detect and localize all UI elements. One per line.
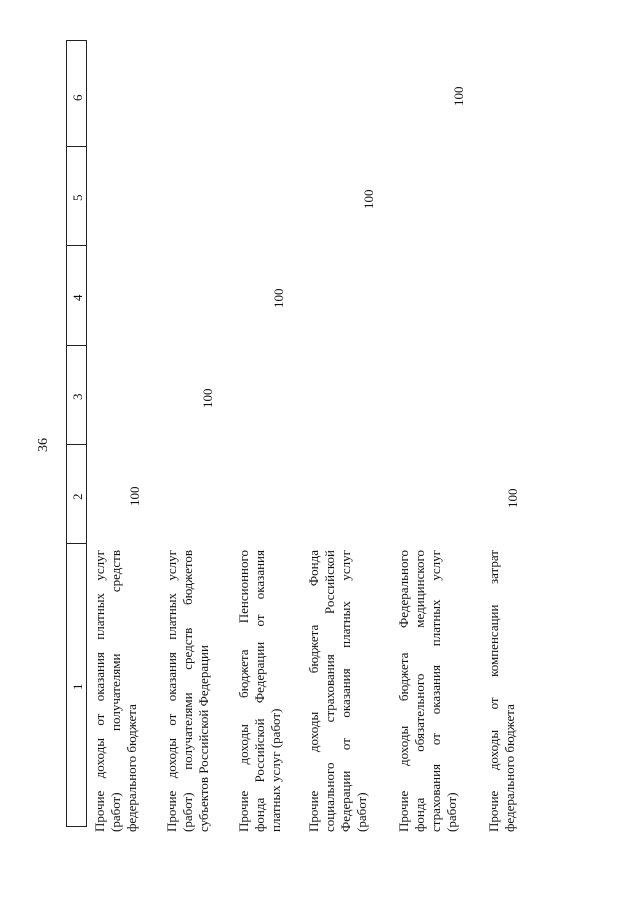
table-border-left bbox=[66, 40, 67, 827]
row-text-line: Прочие доходы от компенсации затрат bbox=[486, 550, 501, 832]
row-text-line: Прочие доходы бюджета Федерального bbox=[396, 550, 411, 832]
table-border-top bbox=[66, 40, 86, 41]
column-divider bbox=[66, 345, 86, 346]
row-text-line: (работ) получателями средств bbox=[108, 550, 123, 832]
column-divider bbox=[66, 245, 86, 246]
row-value: 100 bbox=[361, 189, 376, 209]
row-text-line: Прочие доходы от оказания платных услуг bbox=[164, 550, 179, 832]
table-row-label bbox=[164, 550, 212, 832]
row-text-line: страхования от оказания платных услуг bbox=[428, 550, 443, 832]
row-value: 100 bbox=[271, 288, 286, 308]
column-header-6: 6 bbox=[70, 94, 85, 101]
column-divider bbox=[66, 146, 86, 147]
row-value: 100 bbox=[451, 86, 466, 106]
column-divider bbox=[66, 444, 86, 445]
column-header-2: 2 bbox=[70, 493, 85, 500]
column-header-1: 1 bbox=[70, 683, 85, 690]
row-text-line: фонда Российской Федерации от оказания bbox=[252, 550, 267, 832]
table-border-bottom bbox=[66, 826, 86, 827]
row-text-line: Федерации от оказания платных услуг bbox=[338, 550, 353, 832]
table-row-label bbox=[236, 550, 284, 832]
table-border-right bbox=[86, 40, 87, 827]
row-value: 100 bbox=[505, 488, 520, 508]
page-number: 36 bbox=[36, 438, 51, 452]
row-text-line: Прочие доходы бюджета Фонда bbox=[306, 550, 321, 832]
row-text-line: Прочие доходы от оказания платных услуг bbox=[92, 550, 107, 832]
row-text-line: платных услуг (работ) bbox=[268, 708, 283, 832]
column-header-4: 4 bbox=[70, 294, 85, 301]
column-divider bbox=[66, 543, 86, 544]
row-text-line: Прочие доходы бюджета Пенсионного bbox=[236, 550, 251, 832]
table-row-label bbox=[306, 550, 370, 832]
column-header-3: 3 bbox=[70, 393, 85, 400]
row-value: 100 bbox=[127, 486, 142, 506]
column-header-5: 5 bbox=[70, 194, 85, 201]
table-row-label bbox=[486, 550, 518, 832]
row-text-line: федерального бюджета bbox=[124, 704, 139, 832]
row-text-line: фонда обязательного медицинского bbox=[412, 550, 427, 832]
table-row-label bbox=[396, 550, 460, 832]
row-text-line: социального страхования Российской bbox=[322, 550, 337, 832]
row-text-line: (работ) bbox=[444, 792, 459, 832]
row-value: 100 bbox=[200, 388, 215, 408]
row-text-line: субъектов Российской Федерации bbox=[196, 645, 211, 832]
table-row-label bbox=[92, 550, 140, 832]
row-text-line: (работ) bbox=[354, 792, 369, 832]
row-text-line: (работ) получателями средств бюджетов bbox=[180, 550, 195, 832]
row-text-line: федерального бюджета bbox=[502, 704, 517, 832]
